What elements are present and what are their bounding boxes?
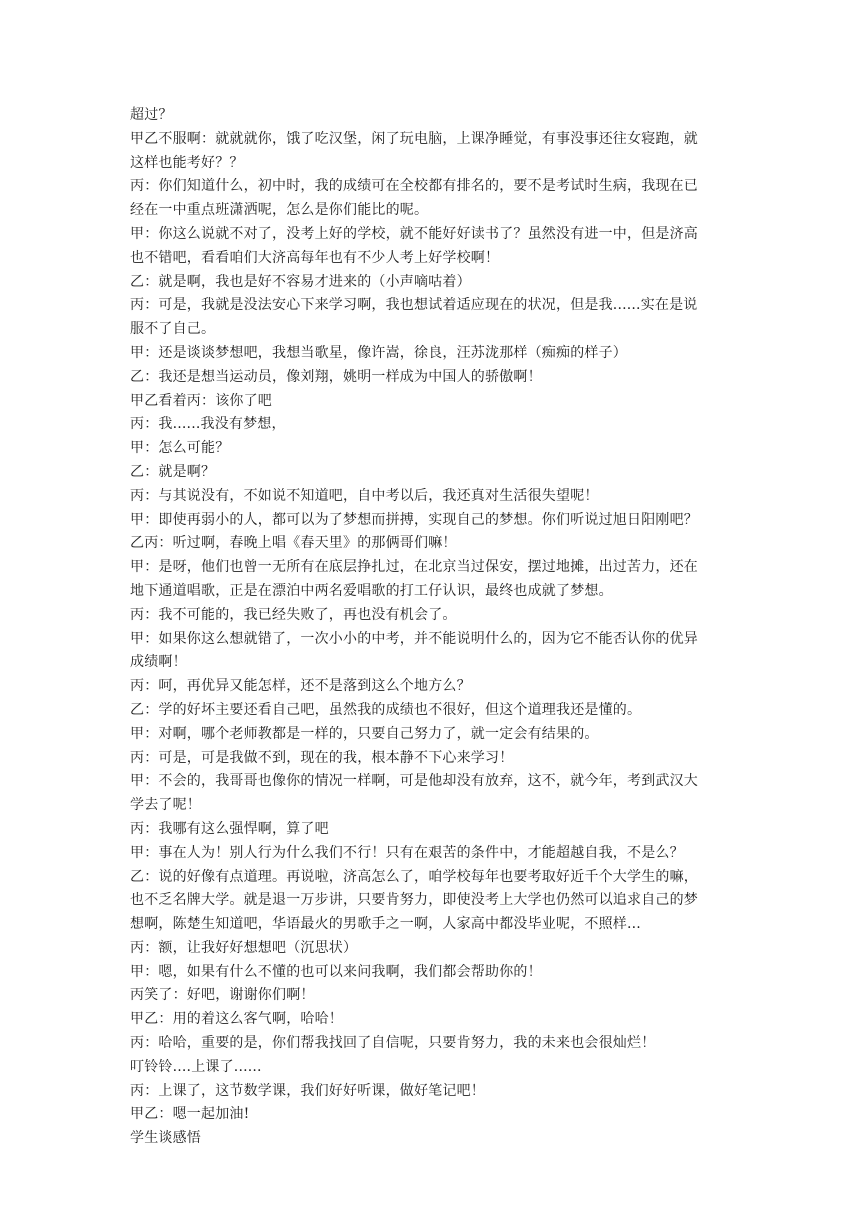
text-line: 丙：你们知道什么，初中时，我的成绩可在全校都有排名的，要不是考试时生病，我现在已: [130, 178, 698, 195]
text-line: 乙：就是啊，我也是好不容易才进来的（小声嘀咕着）: [130, 273, 471, 290]
text-line: 成绩啊！: [130, 654, 187, 671]
text-line: 丙：呵，再优异又能怎样，还不是落到这么个地方么？: [130, 678, 471, 695]
text-line: 甲：嗯，如果有什么不懂的也可以来问我啊，我们都会帮助你的！: [130, 963, 542, 980]
text-line: 学去了呢！: [130, 797, 201, 814]
text-line: 乙：我还是想当运动员，像刘翔，姚明一样成为中国人的骄傲啊！: [130, 368, 542, 385]
text-line: 也不乏名牌大学。就是退一万步讲，只要肯努力，即使没考上大学也仍然可以追求自己的梦: [130, 892, 698, 909]
dialogue-text: [130, 104, 730, 1151]
text-line: 经在一中重点班潇洒呢，怎么是你们能比的呢。: [130, 202, 429, 219]
text-line: 丙：额，让我好好想想吧（沉思状）: [130, 939, 358, 956]
text-line: 甲：如果你这么想就错了，一次小小的中考，并不能说明什么的，因为它不能否认你的优异: [130, 630, 698, 647]
text-line: 甲乙看着丙：该你了吧: [130, 392, 272, 409]
text-line: 丙：可是，我就是没法安心下来学习啊，我也想试着适应现在的状况，但是我......实在是说: [130, 297, 698, 314]
text-line: 丙：我哪有这么强悍啊，算了吧: [130, 820, 329, 837]
text-line: 也不错吧，看看咱们大济高每年也有不少人考上好学校啊！: [130, 249, 500, 266]
text-line: 甲：事在人为！别人行为什么我们不行！只有在艰苦的条件中，才能超越自我，不是么？: [130, 844, 684, 861]
text-line: 甲乙：嗯一起加油!: [130, 1106, 250, 1123]
text-line: 丙：与其说没有，不如说不知道吧，自中考以后，我还真对生活很失望呢！: [130, 487, 599, 504]
text-line: 甲：对啊，哪个老师教都是一样的，只要自己努力了，就一定会有结果的。: [130, 725, 599, 742]
text-line: 丙：可是，可是我做不到，现在的我，根本静不下心来学习！: [130, 749, 514, 766]
text-line: 叮铃铃....上课了......: [130, 1058, 262, 1075]
text-line: 甲乙：用的着这么客气啊，哈哈！: [130, 1011, 343, 1028]
text-line: 甲：还是谈谈梦想吧，我想当歌星，像许嵩，徐良，汪苏泷那样（痴痴的样子）: [130, 344, 627, 361]
text-line: 乙：说的好像有点道理。再说啦，济高怎么了，咱学校每年也要考取好近千个大学生的嘛，: [130, 868, 698, 885]
text-line: 丙：哈哈，重要的是，你们帮我找回了自信呢，只要肯努力，我的未来也会很灿烂！: [130, 1035, 656, 1052]
text-line: 超过？: [130, 107, 173, 123]
text-line: 甲：你这么说就不对了，没考上好的学校，就不能好好读书了？虽然没有进一中，但是济高: [130, 225, 698, 242]
text-line: 丙：上课了，这节数学课，我们好好听课，做好笔记吧！: [130, 1082, 485, 1099]
text-line: 地下通道唱歌，正是在漂泊中两名爱唱歌的打工仔认识，最终也成就了梦想。: [130, 582, 613, 599]
text-line: 丙：我不可能的，我已经失败了，再也没有机会了。: [130, 606, 457, 623]
text-line: 丙笑了：好吧，谢谢你们啊！: [130, 987, 315, 1004]
text-line: 甲乙不服啊：就就就你，饿了吃汉堡，闲了玩电脑，上课净睡觉，有事没事还往女寝跑，就: [130, 130, 698, 147]
text-line: 丙：我......我没有梦想，: [130, 416, 286, 433]
text-line: 乙丙：听过啊，春晚上唱《春天里》的那俩哥们嘛！: [130, 535, 457, 552]
text-line: 乙：学的好坏主要还看自己吧，虽然我的成绩也不很好，但这个道理我还是懂的。: [130, 701, 642, 718]
text-line: 甲：即使再弱小的人，都可以为了梦想而拼搏，实现自己的梦想。你们听说过旭日阳刚吧？: [130, 511, 698, 528]
text-line: 甲：不会的，我哥哥也像你的情况一样啊，可是他却没有放弃，这不，就今年，考到武汉大: [130, 773, 698, 790]
text-line: 甲：是呀，他们也曾一无所有在底层挣扎过，在北京当过保安，摆过地摊，出过苦力，还在: [130, 559, 698, 576]
text-line: 甲：怎么可能？: [130, 440, 230, 457]
text-line: 学生谈感悟: [130, 1130, 201, 1147]
text-line: 服不了自己。: [130, 321, 216, 338]
text-line: 想啊，陈楚生知道吧，华语最火的男歌手之一啊，人家高中都没毕业呢，不照样...: [130, 916, 641, 933]
text-line: 乙：就是啊？: [130, 463, 216, 480]
text-line: 这样也能考好？？: [130, 154, 244, 171]
